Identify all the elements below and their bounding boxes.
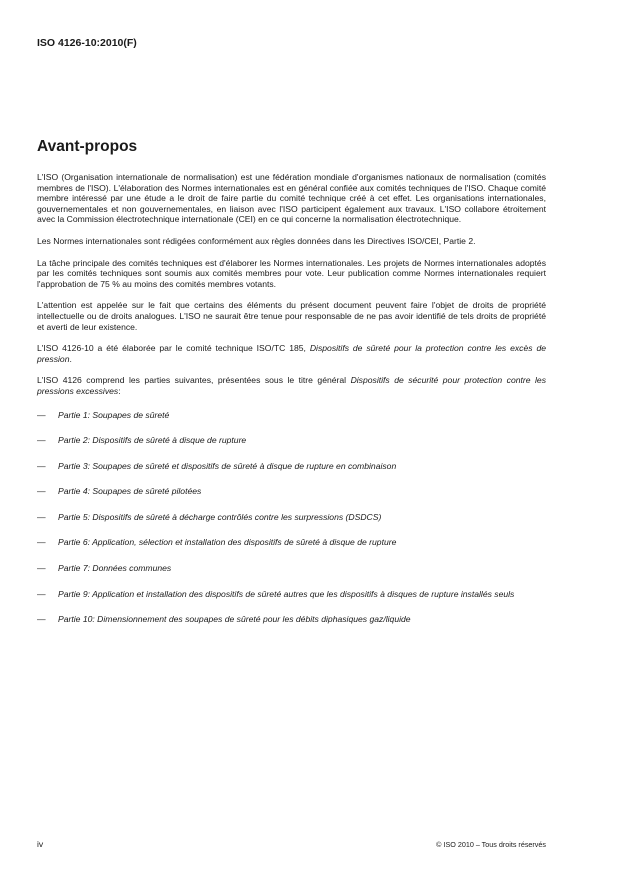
paragraph-prepared-by xyxy=(37,343,546,364)
em-dash-bullet: — xyxy=(37,614,46,625)
parts-intro-text: L'ISO 4126 comprend les parties suivantes, présentées sous le titre général xyxy=(37,375,351,386)
list-item xyxy=(37,435,546,446)
list-item xyxy=(37,486,546,497)
paragraph-technical-committees: La tâche principale des comités techniques est d'élaborer les Normes internationales. Les projets de Normes internationales adoptés par les comités techniques sont soumis aux comités membres pour vote. Leur publication comme Normes internationales requiert l'approbation de 75 % au moins des comités membres votants. xyxy=(37,257,546,289)
paragraph-patent-rights: L'attention est appelée sur le fait que certains des éléments du présent document peuvent faire l'objet de droits de propriété intellectuelle ou de droits analogues. L'ISO ne saurait être tenue pour responsable de ne pas avoir identifié de tels droits de propriété et averti de leur existence. xyxy=(37,300,546,332)
paragraph-iso-organisation: L'ISO (Organisation internationale de normalisation) est une fédération mondiale d'organismes nationaux de normalisation (comités membres de l'ISO). L'élaboration des Normes internationales est en général confiée aux comités techniques de l'ISO. Chaque comité membre intéressé par une étude a le droit de faire partie du comité technique créé à cet effet. Les organisations internationales, gouvernementales et non gouvernementales, en liaison avec l'ISO participent également aux travaux. L'ISO collabore étroitement avec la Commission électrotechnique internationale (CEI) en ce qui concerne la normalisation électrotechnique. xyxy=(37,172,546,225)
part-label: Partie 1: Soupapes de sûreté xyxy=(58,409,170,420)
paragraph-directives: Les Normes internationales sont rédigées conformément aux règles données dans les Directives ISO/CEI, Partie 2. xyxy=(37,235,476,246)
punctuation: : xyxy=(118,385,121,396)
part-label: Partie 6: Application, sélection et installation des dispositifs de sûreté à disque de rupture xyxy=(58,537,397,548)
page-number: iv xyxy=(37,839,44,849)
foreword-body xyxy=(37,172,546,640)
em-dash-bullet: — xyxy=(37,435,46,446)
list-item xyxy=(37,512,546,523)
part-label: Partie 5: Dispositifs de sûreté à décharge contrôlés contre les surpressions (DSDCS) xyxy=(58,511,382,522)
part-label: Partie 10: Dimensionnement des soupapes de sûreté pour les débits diphasiques gaz/liquide xyxy=(58,614,411,625)
list-item xyxy=(37,563,546,574)
prepared-by-text: L'ISO 4126-10 a été élaborée par le comité technique ISO/TC 185, xyxy=(37,343,310,354)
page-title: Avant-propos xyxy=(37,138,138,155)
parts-list xyxy=(37,410,546,625)
em-dash-bullet: — xyxy=(37,486,46,497)
em-dash-bullet: — xyxy=(37,588,46,599)
general-title: Dispositifs de sécurité pour protection contre les pressions excessives xyxy=(37,375,546,396)
document-id-header: ISO 4126-10:2010(F) xyxy=(37,37,137,49)
em-dash-bullet: — xyxy=(37,537,46,548)
copyright-notice: © ISO 2010 – Tous droits réservés xyxy=(436,840,546,849)
list-item xyxy=(37,461,546,472)
part-label: Partie 3: Soupapes de sûreté et dispositifs de sûreté à disque de rupture en combinaison xyxy=(58,460,397,471)
list-item xyxy=(37,537,546,548)
part-label: Partie 4: Soupapes de sûreté pilotées xyxy=(58,486,202,497)
paragraph-parts-intro xyxy=(37,375,546,396)
part-label: Partie 9: Application et installation des dispositifs de sûreté autres que les dispositifs à disques de rupture installés seuls xyxy=(58,588,515,599)
committee-title: Dispositifs de sûreté pour la protection contre les excès de pression xyxy=(37,343,546,364)
list-item xyxy=(37,410,546,421)
list-item xyxy=(37,614,546,625)
em-dash-bullet: — xyxy=(37,409,46,420)
em-dash-bullet: — xyxy=(37,563,46,574)
part-label: Partie 7: Données communes xyxy=(58,563,172,574)
em-dash-bullet: — xyxy=(37,460,46,471)
punctuation: . xyxy=(69,353,72,364)
em-dash-bullet: — xyxy=(37,511,46,522)
list-item xyxy=(37,589,546,600)
part-label: Partie 2: Dispositifs de sûreté à disque de rupture xyxy=(58,435,247,446)
